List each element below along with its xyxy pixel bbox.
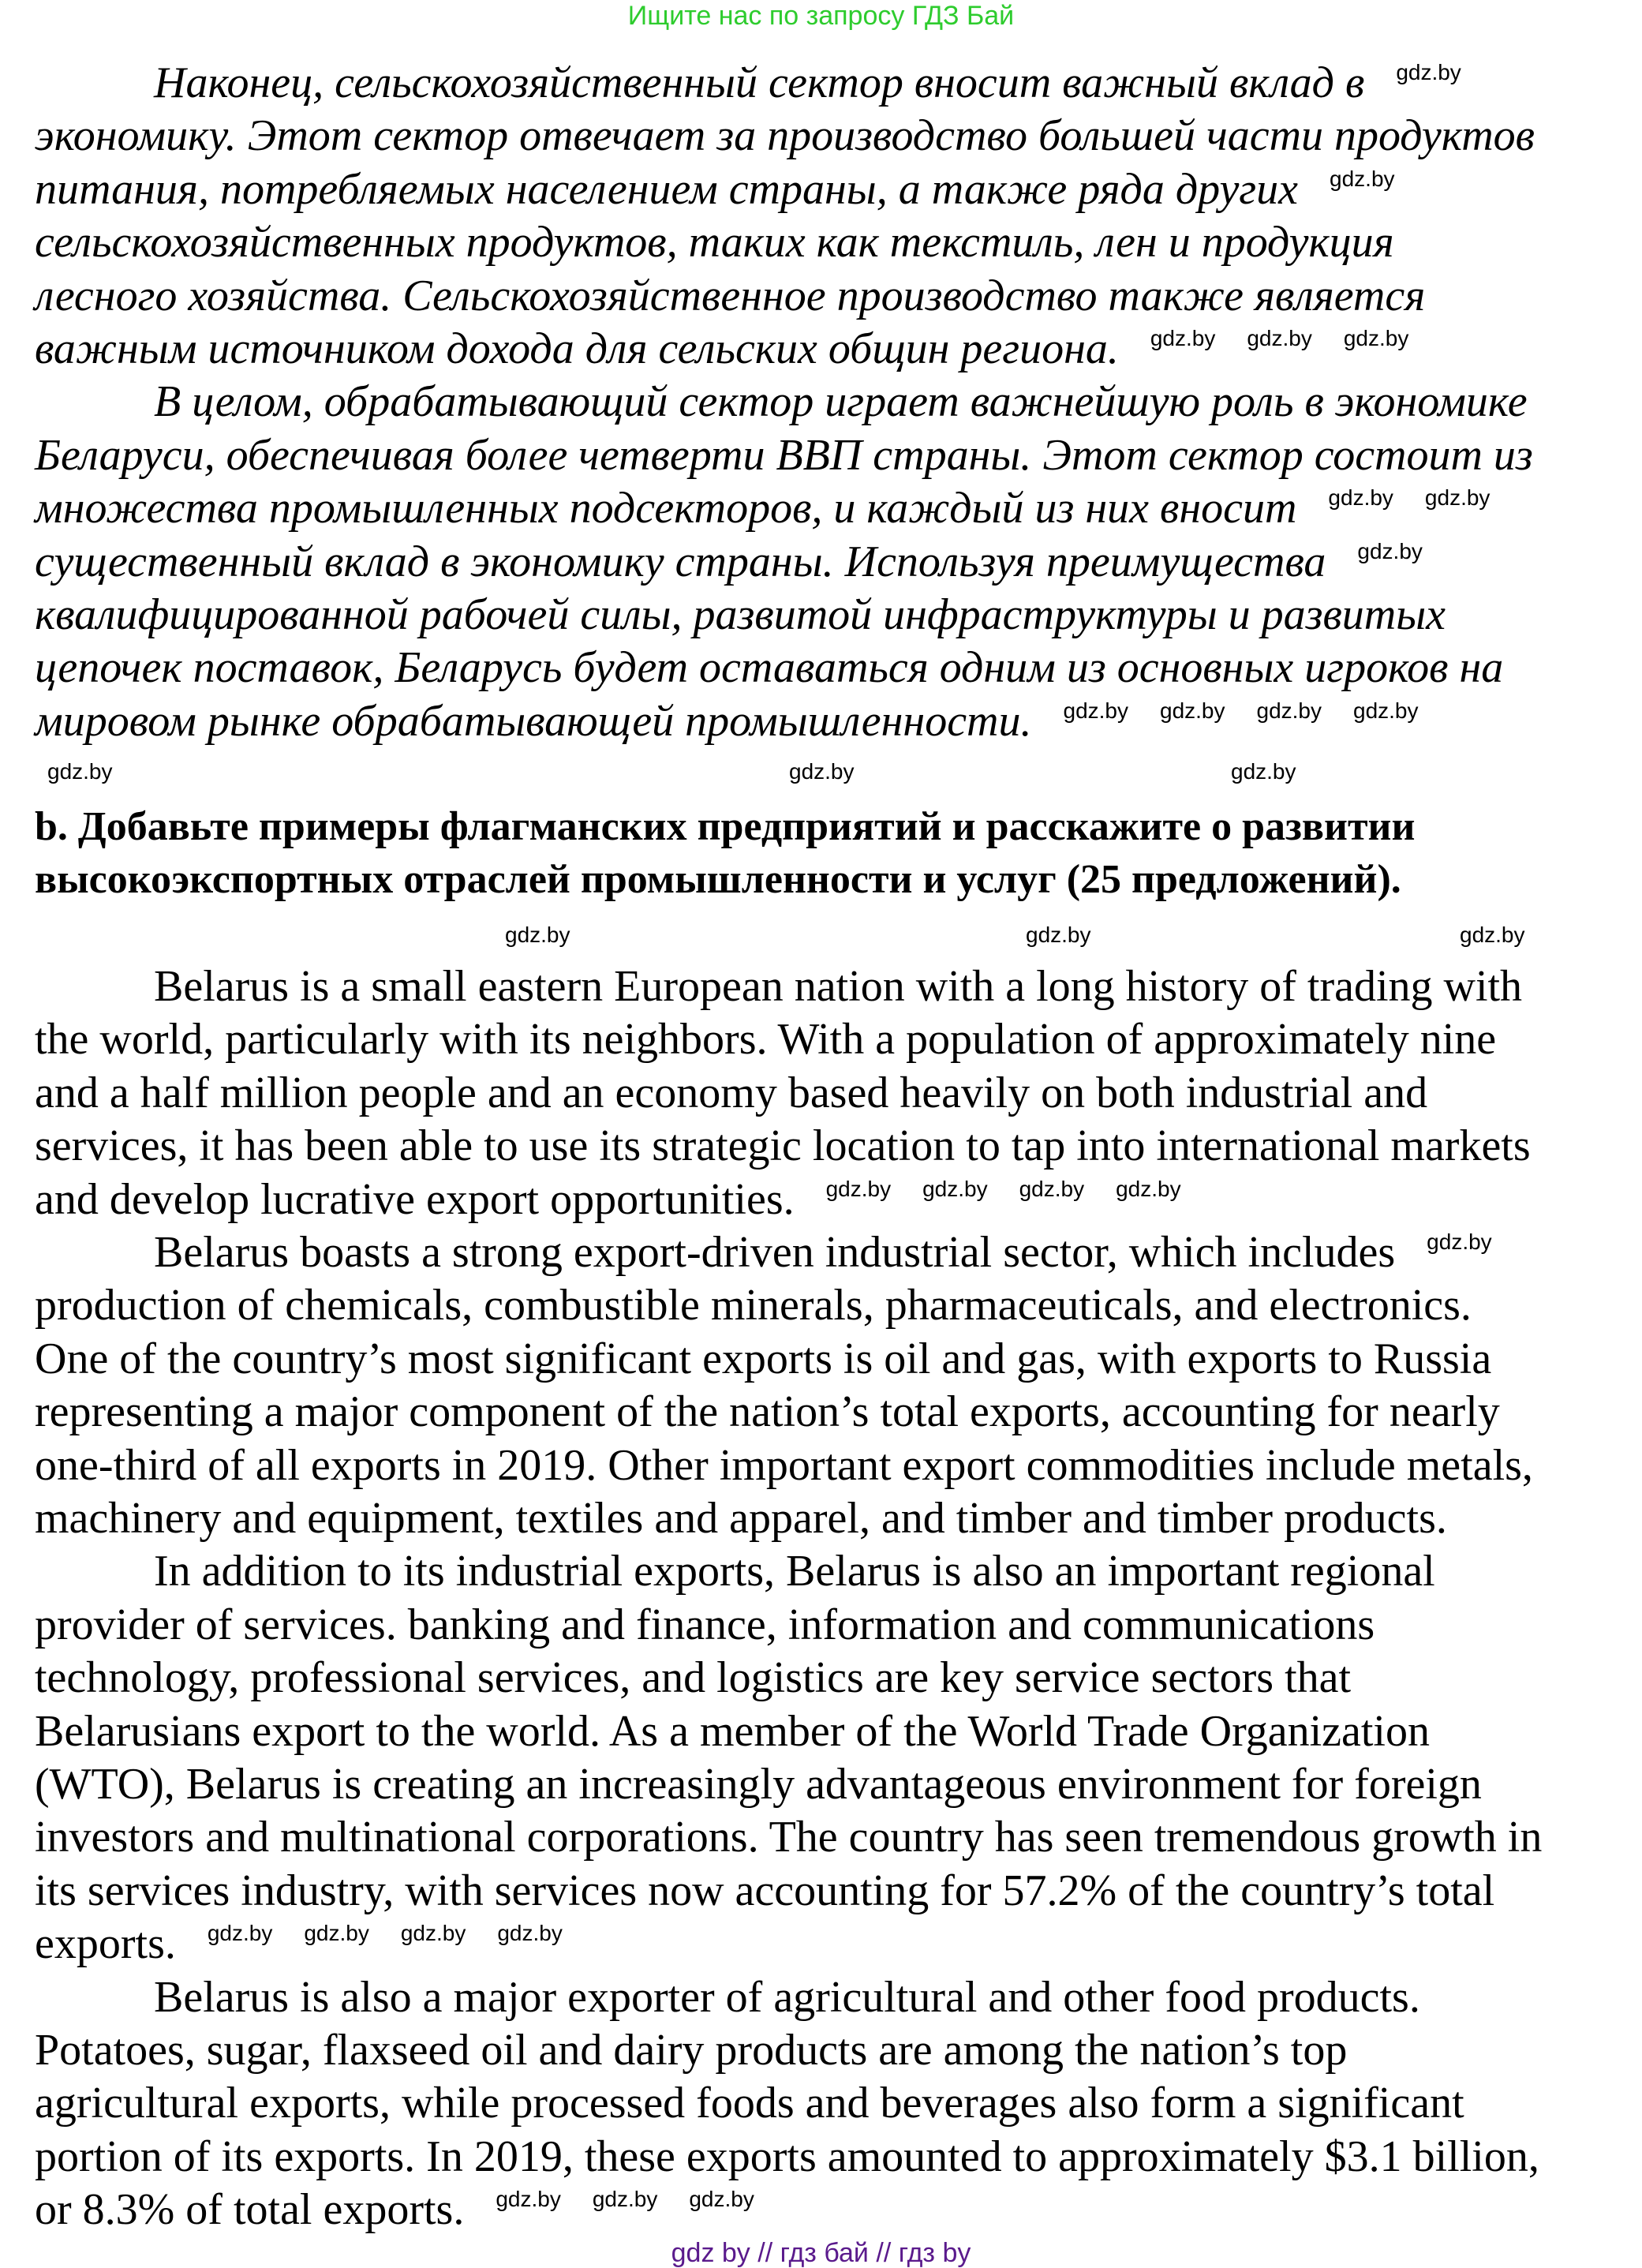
watermark: gdz.by	[1424, 485, 1491, 511]
line-text: высокоэкспортных отраслей промышленности и услуг (25 предложений).	[35, 857, 1401, 903]
english-text-line	[35, 1493, 1447, 1546]
english-text-line	[35, 1866, 1494, 1918]
task-heading-line	[35, 856, 1401, 909]
watermark: gdz.by	[789, 759, 855, 784]
line-text: Belarus is also a major exporter of agricultural and other food products.	[154, 1972, 1420, 2022]
watermark: gdz.by	[1357, 538, 1423, 563]
line-text: investors and multinational corporations. The country has seen tremendous growth in	[35, 1813, 1543, 1862]
watermark: gdz.by	[1256, 698, 1322, 723]
english-text-line	[35, 1121, 1531, 1173]
english-text-line	[35, 1812, 1542, 1865]
line-text: One of the country’s most significant exports is oil and gas, with exports to Russia	[35, 1334, 1492, 1383]
watermark: gdz.by	[505, 923, 570, 947]
english-text-line	[35, 1600, 1375, 1652]
english-text-line	[35, 1387, 1500, 1439]
line-text: portion of its exports. In 2019, these exports amounted to approximately $3.1 billion,	[35, 2131, 1539, 2181]
line-text: and a half million people and an economy based heavily on both industrial and	[35, 1068, 1428, 1117]
russian-text-line	[35, 537, 1423, 589]
watermark: gdz.by	[400, 1921, 466, 1946]
watermark: gdz.by	[689, 2187, 754, 2212]
english-text-line	[35, 2078, 1464, 2131]
watermark: gdz.by	[1247, 326, 1312, 350]
russian-text-line	[35, 642, 1503, 695]
watermark: gdz.by	[1330, 166, 1395, 191]
watermark: gdz.by	[1231, 759, 1296, 784]
line-text: representing a major component of the nation’s total exports, accounting for nearly	[35, 1387, 1500, 1437]
watermark: gdz.by	[1019, 1176, 1085, 1201]
line-text: питания, потребляемых населением страны, а также ряда других	[35, 164, 1299, 214]
line-text: one-third of all exports in 2019. Other important export commodities include metals,	[35, 1440, 1533, 1490]
line-text: exports.	[35, 1919, 176, 1969]
watermark: gdz.by	[592, 2187, 658, 2212]
watermark: gdz.by	[1460, 923, 1525, 947]
watermark: gdz.by	[1328, 485, 1393, 511]
russian-text-line	[35, 271, 1425, 324]
english-text-line	[35, 1759, 1482, 1812]
watermark: gdz.by	[1026, 923, 1091, 947]
english-text-line	[35, 1334, 1491, 1387]
english-text-line	[35, 2184, 754, 2237]
russian-text-line	[154, 376, 1528, 429]
russian-text-line	[35, 110, 1535, 163]
line-text: квалифицированной рабочей силы, развитой инфраструктуры и развитых	[35, 590, 1446, 639]
english-text-line	[154, 1546, 1435, 1599]
line-text: provider of services. banking and finance, information and communications	[35, 1600, 1375, 1649]
russian-text-line	[35, 696, 1419, 749]
site-banner[interactable]: Ищите нас по запросу ГДЗ Бай	[627, 1, 1015, 31]
line-text: экономику. Этот сектор отвечает за производство большей части продуктов	[35, 111, 1535, 161]
line-text: В целом, обрабатывающий сектор играет важнейшую роль в экономике	[154, 377, 1528, 427]
russian-text-line	[35, 164, 1395, 217]
line-text: the world, particularly with its neighbors. With a population of approximately nine	[35, 1015, 1497, 1065]
line-text: services, it has been able to use its strategic location to tap into international markets	[35, 1121, 1531, 1171]
english-text-line	[35, 2025, 1347, 2078]
line-text: Potatoes, sugar, flaxseed oil and dairy products are among the nation’s top	[35, 2026, 1348, 2075]
line-text: and develop lucrative export opportunities.	[35, 1174, 795, 1224]
english-text-line	[35, 1174, 1181, 1227]
watermark: gdz.by	[496, 2187, 561, 2212]
line-text: or 8.3% of total exports.	[35, 2185, 465, 2235]
russian-text-line	[35, 589, 1446, 642]
line-text: agricultural exports, while processed foods and beverages also form a significant	[35, 2079, 1464, 2128]
line-text: мировом рынке обрабатывающей промышленности.	[35, 696, 1032, 746]
watermark: gdz.by	[1160, 698, 1225, 723]
line-text: лесного хозяйства. Сельскохозяйственное производство также является	[35, 271, 1426, 320]
line-text: In addition to its industrial exports, Belarus is also an important regional	[154, 1547, 1435, 1596]
line-text: важным источником дохода для сельских общин региона.	[35, 324, 1119, 373]
line-text: (WTO), Belarus is creating an increasingly advantageous environment for foreign	[35, 1760, 1482, 1809]
english-text-line	[35, 1652, 1351, 1705]
line-text: Беларуси, обеспечивая более четверти ВВП страны. Этот сектор состоит из	[35, 430, 1533, 480]
english-text-line	[154, 1227, 1492, 1280]
watermark: gdz.by	[1150, 326, 1216, 350]
russian-text-line	[154, 58, 1461, 110]
line-text: Наконец, сельскохозяйственный сектор вносит важный вклад в	[154, 58, 1365, 107]
line-text: technology, professional services, and logistics are key service sectors that	[35, 1653, 1352, 1703]
watermark: gdz.by	[304, 1921, 369, 1946]
russian-text-line	[35, 430, 1533, 483]
watermark: gdz.by	[47, 759, 113, 784]
line-text: существенный вклад в экономику страны. Используя преимущества	[35, 537, 1326, 586]
line-text: множества промышленных подсекторов, и каждый из них вносит	[35, 484, 1297, 533]
english-text-line	[35, 1440, 1533, 1493]
watermark: gdz.by	[922, 1176, 988, 1201]
watermark: gdz.by	[1116, 1176, 1181, 1201]
line-text: machinery and equipment, textiles and apparel, and timber and timber products.	[35, 1494, 1447, 1543]
watermark: gdz.by	[207, 1921, 273, 1946]
line-text: сельскохозяйственных продуктов, таких как текстиль, лен и продукция	[35, 218, 1394, 268]
watermark: gdz.by	[1396, 60, 1461, 84]
english-text-line	[35, 1706, 1430, 1759]
line-text: цепочек поставок, Беларусь будет оставаться одним из основных игроков на	[35, 643, 1504, 693]
english-text-line	[35, 1068, 1427, 1121]
line-text: production of chemicals, combustible minerals, pharmaceuticals, and electronics.	[35, 1281, 1472, 1330]
line-text: b. Добавьте примеры флагманских предприятий и расскажите о развитии	[35, 804, 1416, 849]
watermark: gdz.by	[1353, 698, 1419, 723]
task-heading-line	[35, 803, 1415, 856]
line-text: Belarusians export to the world. As a member of the World Trade Organization	[35, 1706, 1430, 1756]
english-text-line	[35, 1280, 1472, 1333]
line-text: its services industry, with services now accounting for 57.2% of the country’s total	[35, 1866, 1495, 1915]
watermark: gdz.by	[1427, 1229, 1492, 1254]
russian-text-line	[35, 483, 1490, 536]
russian-text-line	[35, 217, 1394, 270]
watermark: gdz.by	[1063, 698, 1128, 723]
watermark: gdz.by	[497, 1921, 563, 1946]
line-text: Belarus is a small eastern European nation with a long history of trading with	[154, 962, 1523, 1011]
english-text-line	[35, 1918, 563, 1971]
watermark: gdz.by	[1343, 326, 1409, 350]
english-text-line	[35, 2131, 1539, 2184]
line-text: Belarus boasts a strong export-driven industrial sector, which includes	[154, 1228, 1396, 1277]
english-text-line	[35, 1014, 1496, 1067]
watermark: gdz.by	[825, 1176, 892, 1201]
english-text-line	[154, 1972, 1420, 2025]
english-text-line	[154, 961, 1522, 1014]
footer-links[interactable]: gdz by // гдз бай // гдз by	[671, 2238, 971, 2268]
russian-text-line	[35, 324, 1408, 376]
